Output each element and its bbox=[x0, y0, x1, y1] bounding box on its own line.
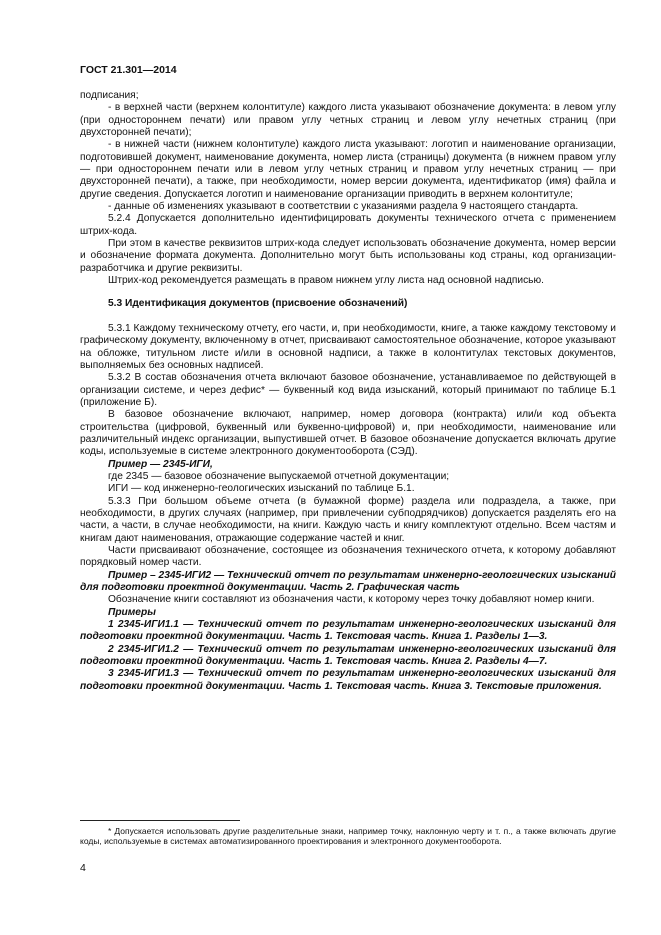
list-item: - в нижней части (нижнем колонтитуле) каждого листа указывают: логотип и наименование организации, подготовившей документ, наименование документа, номер листа (страницы) документа (в нижнем правом углу — при одностороннем печати или в левом углу четных страниц и правом углу нечетных страниц — при двухсторонней печати), а также, при необходимости, номер версии документа, идентификатор (имя) файла и другие сведения. Допускается логотип и наименование организации приводить в верхнем колонтитуле; bbox=[80, 139, 616, 200]
example: 3 2345-ИГИ1.3 — Технический отчет по результатам инженерно-геологических изысканий для подготовки проектной документации. Часть 1. Текстовая часть. Книга 3. Текстовые приложения. bbox=[80, 668, 616, 692]
example: 1 2345-ИГИ1.1 — Технический отчет по результатам инженерно-геологических изысканий для подготовки проектной документации. Часть 1. Текстовая часть. Книга 1. Разделы 1—3. bbox=[80, 619, 616, 643]
paragraph: Обозначение книги составляют из обозначения части, к которому через точку добавляют номер книги. bbox=[108, 594, 595, 606]
example: 2 2345-ИГИ1.2 — Технический отчет по результатам инженерно-геологических изысканий для подготовки проектной документации. Часть 1. Текстовая часть. Книга 2. Разделы 4—7. bbox=[80, 643, 616, 668]
paragraph: 5.3.1 Каждому техническому отчету, его части, и, при необходимости, книге, а также каждому текстовому и графическому документу, включенному в отчет, присваивают самостоятельное обозначение, которое указывают на обложке, титульном листе и/или в основной надписи, а также в колонтитулах текстовых документов, выполняемых без основных надписей. bbox=[80, 322, 616, 371]
paragraph: Части присваивают обозначение, состоящее из обозначения технического отчета, к которому добавляют порядковый номер части. bbox=[80, 545, 616, 569]
footnote-divider bbox=[80, 820, 240, 821]
example-label: Пример — 2345-ИГИ, bbox=[108, 458, 213, 470]
footnote bbox=[80, 826, 616, 847]
list-item: - данные об изменениях указывают в соответствии с указаниями раздела 9 настоящего стандарта. bbox=[108, 201, 579, 213]
paragraph: 5.3.3 При большом объеме отчета (в бумажной форме) раздела или подраздела, а также, при необходимости, в других случаях (например, при привлечении субподрядчиков) допускается разделять его на части, а части, в случае необходимости, на книги. Каждую часть и книгу комплектуют отдельно. Всем частям и книгам дают наименования, отражающие содержание частей и книг. bbox=[80, 495, 616, 544]
example: Пример – 2345-ИГИ2 — Технический отчет по результатам инженерно-геологических изысканий для подготовки проектной документации. Часть 2. Графическая часть bbox=[80, 569, 616, 594]
footnote-text: * Допускается использовать другие разделительные знаки, например точку, наклонную черту и т. п., а также включать другие коды, используемые в системах автоматизированного проектирования и электронного документооборота. bbox=[80, 826, 616, 847]
paragraph: В базовое обозначение включают, например, номер договора (контракта) или/и код объекта строительства (цифровой, буквенный или буквенно-цифровой) и, при необходимости, наименование или различительный индекс организации, выпустившей отчет. В базовое обозначение допускается включать другие коды, используемые в системе электронного документооборота (СЭД). bbox=[80, 409, 616, 458]
paragraph: Штрих-код рекомендуется размещать в правом нижнем углу листа над основной надписью. bbox=[108, 275, 544, 287]
paragraph: 5.3.2 В состав обозначения отчета включают базовое обозначение, устанавливаемое по действующей в организации системе, и через дефис* — буквенный код вида изысканий, который принимают по таблице Б.1 (приложение Б). bbox=[80, 372, 616, 408]
page-header: ГОСТ 21.301—2014 bbox=[80, 64, 177, 76]
section-heading: 5.3 Идентификация документов (присвоение обозначений) bbox=[108, 297, 408, 309]
document-body bbox=[80, 90, 616, 693]
examples-heading: Примеры bbox=[108, 606, 156, 618]
paragraph: При этом в качестве реквизитов штрих-кода следует использовать обозначение документа, номер версии и обозначение формата документа. Дополнительно могут быть использованы код страны, код организации-разработчика и другие реквизиты. bbox=[80, 238, 616, 274]
paragraph: подписания; bbox=[80, 90, 139, 101]
paragraph: где 2345 — базовое обозначение выпускаемой отчетной документации; bbox=[108, 470, 450, 482]
paragraph: ИГИ — код инженерно-геологических изысканий по таблице Б.1. bbox=[108, 483, 415, 495]
list-item: - в верхней части (верхнем колонтитуле) каждого листа указывают обозначение документа: в левом углу (при одностороннем печати) или правом углу четных страниц и левом углу нечетных страниц (при двухсторонней печати); bbox=[80, 102, 616, 139]
page-number: 4 bbox=[80, 862, 86, 874]
paragraph: 5.2.4 Допускается дополнительно идентифицировать документы технического отчета с применением штрих-кода. bbox=[80, 213, 616, 237]
